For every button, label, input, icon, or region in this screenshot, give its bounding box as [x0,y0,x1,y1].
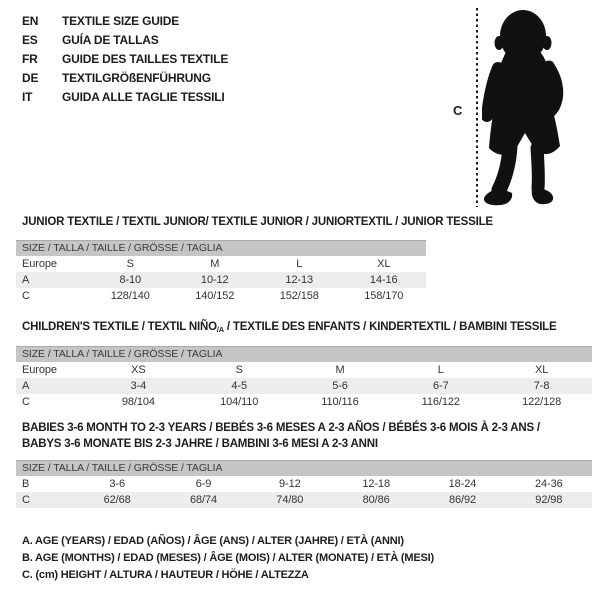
height-dotted-line [476,8,478,207]
row-label-a: A [16,378,88,394]
height-cell: 62/68 [74,492,160,508]
height-cell: 98/104 [121,395,155,408]
row-label-c: C [22,395,30,408]
size-header-label: SIZE / TALLA / TAILLE / GRÖSSE / TAGLIA [16,461,592,476]
table-row-height [16,288,426,304]
babies-size-table [16,460,592,508]
size-cell: M [210,257,220,270]
footnote-a: A. AGE (YEARS) / EDAD (AÑOS) / ÂGE (ANS) / ALTER (JAHRE) / ETÀ (ANNI) [22,535,404,547]
row-label-b: B [22,477,30,490]
age-cell: 8-10 [88,272,173,288]
height-cell: 116/122 [421,395,460,408]
size-cell: XL [377,257,391,270]
row-label-c: C [16,492,74,508]
height-cell: 92/98 [506,492,592,508]
language-line-en [22,12,228,31]
height-cell: 128/140 [110,289,150,302]
language-title: GUIDA ALLE TAGLIE TESSILI [62,90,225,104]
size-cell: S [235,363,243,376]
size-header-bar [16,461,592,476]
language-line-es [22,31,228,50]
age-cell: 3-6 [109,477,125,490]
table-row-age [16,272,426,288]
table-row-europe [16,362,592,378]
height-figure [445,4,597,209]
language-title: TEXTILE SIZE GUIDE [62,14,180,28]
table-row-age [16,378,592,394]
language-line-it [22,88,228,107]
age-cell: 24-36 [535,477,563,490]
babies-title-line2: BABYS 3-6 MONATE BIS 2-3 JAHRE / BAMBINI 3-6 MESI A 2-3 ANNI [22,438,378,450]
row-label-c: C [22,289,30,302]
height-cell: 74/80 [247,492,333,508]
junior-table-title: JUNIOR TEXTILE / TEXTIL JUNIOR/ TEXTILE JUNIOR / JUNIORTEXTIL / JUNIOR TESSILE [22,216,493,228]
babies-title-line1: BABIES 3-6 MONTH TO 2-3 YEARS / BEBÉS 3-6 MESES A 2-3 AÑOS / BÉBÉS 3-6 MOIS À 2-3 ANS / [22,422,540,434]
size-cell: M [335,363,345,376]
language-code: DE [22,71,39,85]
table-row-height [16,492,592,508]
language-line-de [22,69,228,88]
size-header-label: SIZE / TALLA / TAILLE / GRÖSSE / TAGLIA [16,241,426,256]
height-cell: 110/116 [321,395,359,408]
size-cell: L [437,363,444,376]
language-code: ES [22,33,38,47]
table-row-europe [16,256,426,272]
height-cell: 80/86 [333,492,419,508]
language-title: GUÍA DE TALLAS [62,33,159,47]
age-cell: 14-16 [342,272,427,288]
size-header-bar [16,347,592,362]
age-cell: 7-8 [491,378,592,394]
height-cell: 104/110 [220,395,259,408]
children-title-text-rest: / TEXTILE DES ENFANTS / KINDERTEXTIL / BAMBINI TESSILE [223,321,557,333]
children-title-subscript: /A [216,325,224,334]
age-cell: 12-13 [257,272,342,288]
age-cell: 12-18 [362,477,390,490]
age-cell: 6-9 [195,477,212,490]
height-cell: 86/92 [419,492,505,508]
height-cell: 122/128 [522,395,562,408]
table-row-height [16,394,592,410]
language-code: EN [22,14,39,28]
row-label-europe: Europe [22,257,57,270]
age-cell: 3-4 [88,378,189,394]
row-label-a: A [16,272,88,288]
height-c-label: C [453,103,463,118]
size-cell: XL [534,363,549,376]
language-title-block [22,12,228,107]
footnote-legend [22,533,434,584]
baby-silhouette-icon [482,6,578,208]
language-title: TEXTILGRÖßENFÜHRUNG [62,71,211,85]
age-cell: 18-24 [448,477,477,490]
junior-size-table [16,240,426,304]
age-cell: 10-12 [173,272,258,288]
children-size-table [16,346,592,410]
height-cell: 152/158 [279,289,319,302]
size-cell: S [126,257,134,270]
size-header-bar [16,241,426,256]
footnote-b: B. AGE (MONTHS) / EDAD (MESES) / ÂGE (MOIS) / ALTER (MONATE) / ETÀ (MESI) [22,552,434,564]
language-code: FR [22,52,38,66]
row-label-europe: Europe [22,363,57,376]
children-table-title [22,319,556,338]
language-line-fr [22,50,228,69]
language-code: IT [22,90,33,104]
footnote-c: C. (cm) HEIGHT / ALTURA / HAUTEUR / HÖHE / ALTEZZA [22,569,309,581]
children-title-text: CHILDREN'S TEXTILE / TEXTIL NIÑO [22,321,217,333]
language-title: GUIDE DES TAILLES TEXTILE [62,52,229,66]
height-cell: 68/74 [160,492,246,508]
height-cell: 140/152 [195,289,235,302]
size-cell: L [296,257,303,270]
table-row-age-months [16,476,592,492]
age-cell: 9-12 [279,477,301,490]
age-cell: 4-5 [189,378,290,394]
size-header-label: SIZE / TALLA / TAILLE / GRÖSSE / TAGLIA [16,347,592,362]
height-cell: 158/170 [364,289,404,302]
age-cell: 6-7 [390,378,491,394]
babies-table-title [22,420,540,452]
age-cell: 5-6 [290,378,391,394]
size-cell: XS [131,363,146,376]
